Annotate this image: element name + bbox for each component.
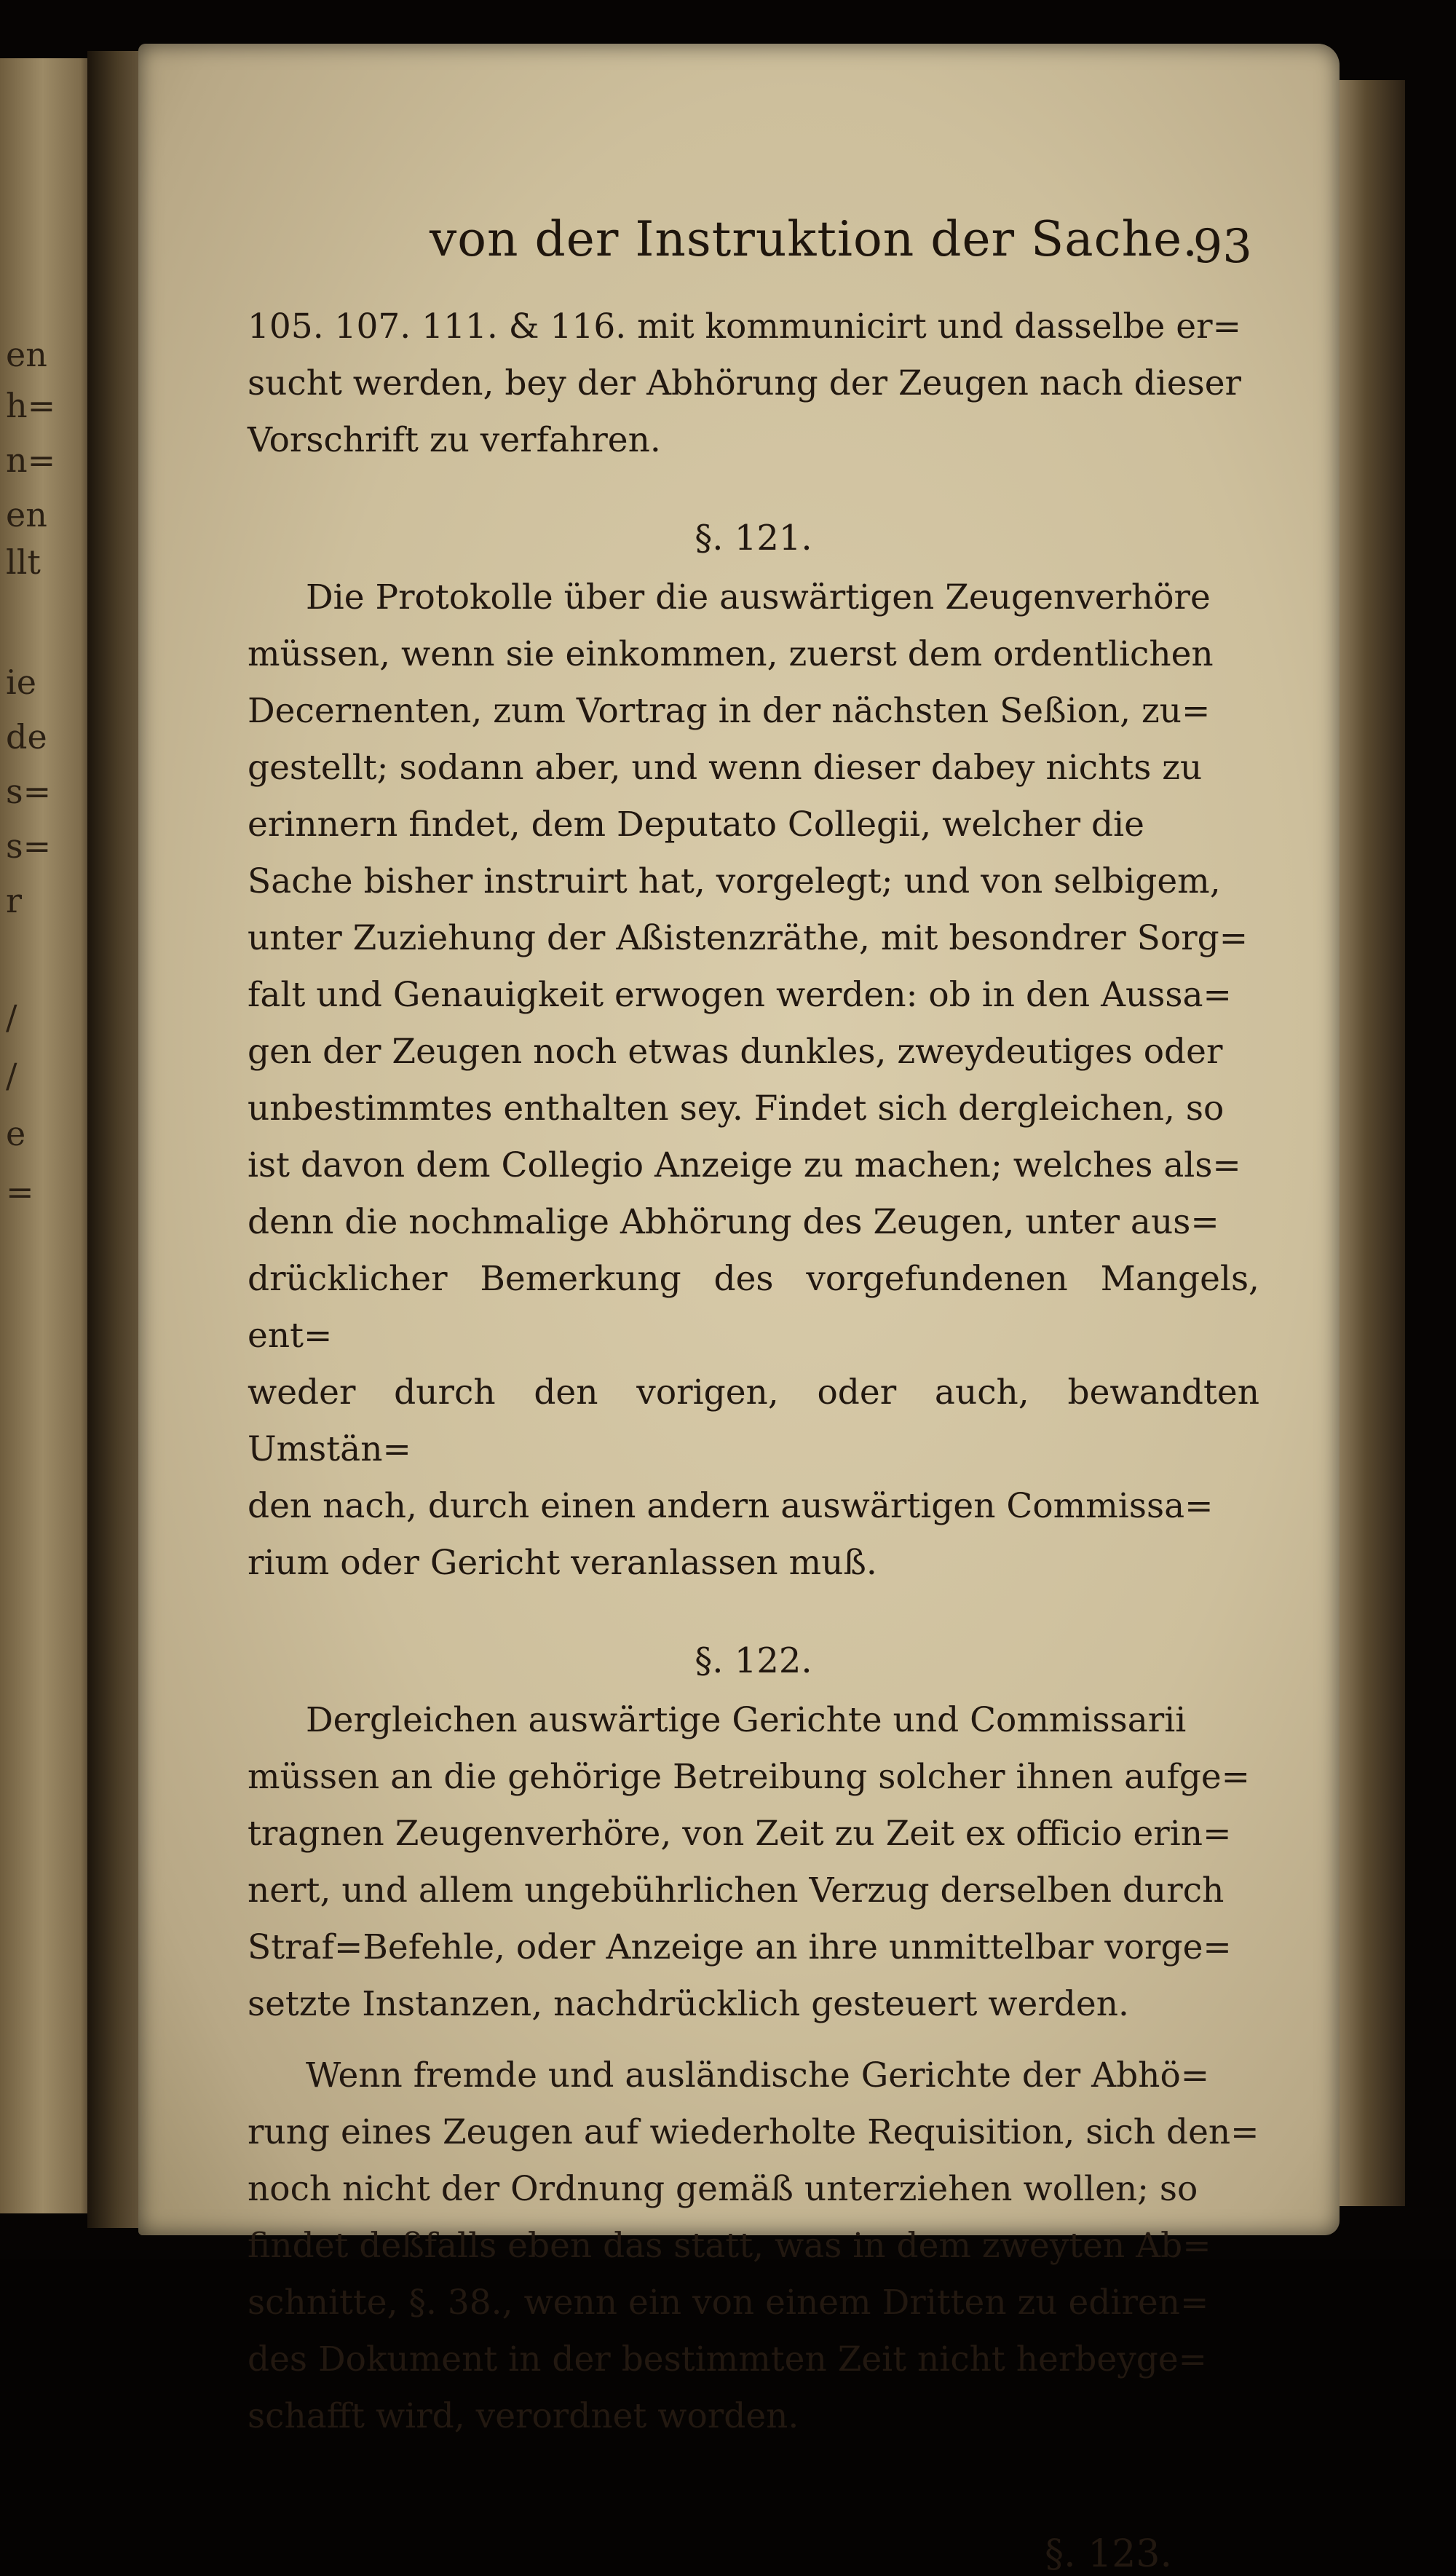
paragraph-section-122: Dergleichen auswärtige Gerichte und Commissarii müssen an die gehörige Betreibung solcher ihnen aufge= tragnen Zeugenverhöre, von Zeit zu Zeit ex officio erin= nert, und allem ungebührlichen Verzug derselben durch Straf=Befehle, oder Anzeige an ihre unmittelbar vorge= setzte Instanzen, nachdrücklich gesteuert werden. [248,1700,1251,2024]
paragraph-section-121: Die Protokolle über die auswärtigen Zeugenverhöre müssen, wenn sie einkommen, zuerst dem ordentlichen Decernenten, zum Vortrag in der nächsten Seßion, zu= gestellt; sodann aber, und wenn dieser dabey nichts zu erinnern findet, dem Deputato Collegii, welcher die Sache bisher instruirt hat, vorgelegt; und von selbigem, unter Zuziehung der Aßistenzräthe, mit besondrer Sorg= falt und Genauigkeit erwogen werden: ob in den Aussa= gen der Zeugen noch etwas dunkles, zweydeutiges oder unbestimmtes enthalten sey. Findet sich dergleichen, so ist davon dem Collegio Anzeige zu machen; welches als= denn die nochmalige Abhörung des Zeugen, unter aus= drücklicher Bemerkung des vorgefundenen Mangels, ent= weder durch den vorigen, oder auch, bewandten Umstän= den nach, durch einen andern auswärtigen Commissa= rium oder Gericht veranlassen muß. [248,577,1259,1583]
book-page [138,44,1340,2576]
left-fragment: n= [6,440,56,480]
left-fragment: / [6,1056,17,1095]
left-fragment: e [6,1114,26,1153]
left-page-fragments [0,58,95,2213]
running-head [248,211,1259,299]
left-fragment: / [6,997,17,1037]
section-heading-122: §. 122. [695,1640,812,1681]
section-heading-121: §. 121. [695,518,812,558]
left-fragment: = [6,1172,34,1212]
paragraph-gap [248,2033,1259,2047]
left-fragment: en [6,495,47,534]
left-fragment: s= [6,772,52,811]
left-fragment: ie [6,663,36,702]
left-fragment: h= [6,386,56,425]
page-edge-shadow [1340,80,1405,2206]
page-content [248,211,1259,2576]
paragraph-continuation: 105. 107. 111. & 116. mit kommunicirt und dasselbe er= sucht werden, bey der Abhörung der Zeugen nach dieser Vorschrift zu verfahren. [248,307,1242,460]
catchword: §. 123. [1045,2532,1172,2576]
left-page-edge [0,58,95,2213]
left-fragment: llt [6,542,41,582]
left-fragment: s= [6,826,52,866]
running-head-title: von der Instruktion der Sache. [430,211,1199,267]
left-fragment: r [6,881,22,920]
paragraph-section-122-second: Wenn fremde und ausländische Gerichte der Abhö= rung eines Zeugen auf wiederholte Requisition, sich den= noch nicht der Ordnung gemäß unterziehen wollen; so findet deßfalls eben das statt, was in dem zweyten Ab= schnitte, §. 38., wenn ein von einem Dritten zu ediren= des Dokument in der bestimmten Zeit nicht herbeyge= schafft wird, verordnet worden. [248,2055,1259,2436]
page-number: 93 [1192,220,1252,274]
left-fragment: de [6,717,47,756]
left-fragment: en [6,335,47,374]
